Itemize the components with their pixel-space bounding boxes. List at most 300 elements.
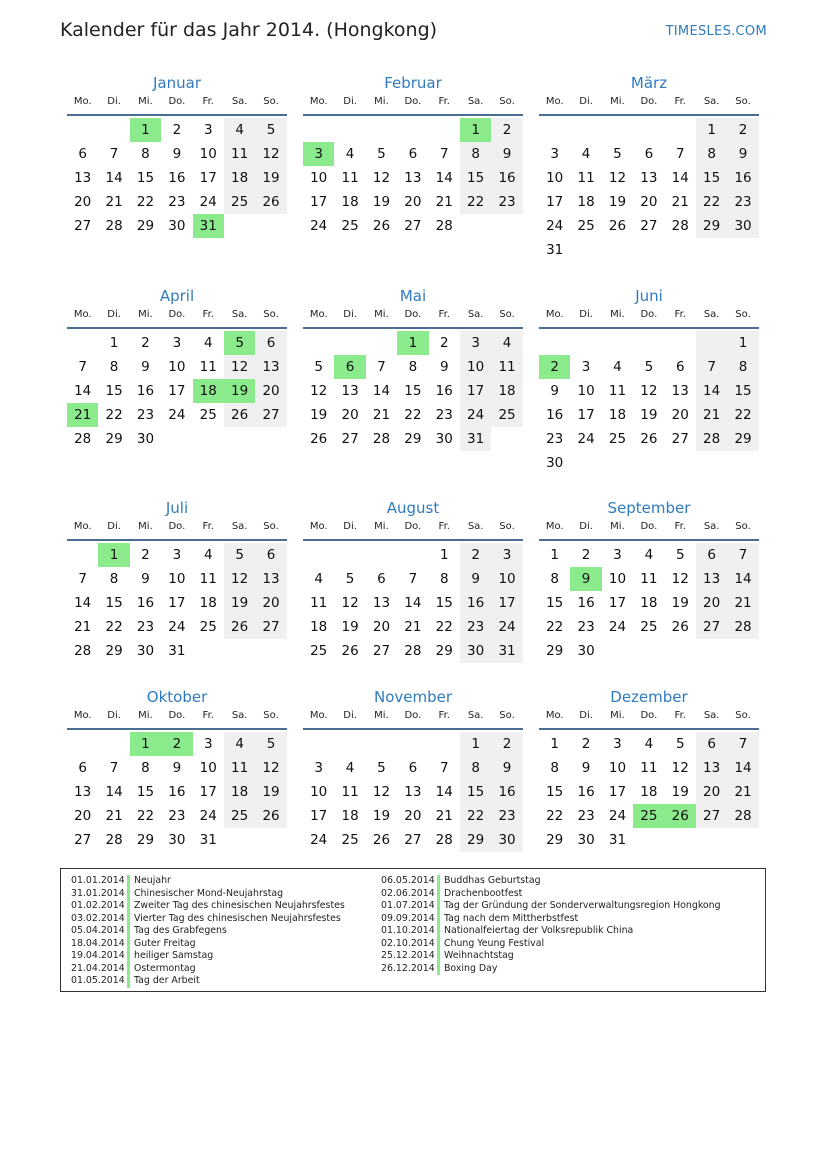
day-cell: 11 [608,383,627,399]
weekday-label: So. [263,96,279,107]
empty-cell [397,118,428,142]
day-cell: 5 [613,146,622,162]
day-cell: 5 [224,543,255,567]
day-cell: 20 [696,591,727,615]
holiday-day-cell: 25 [633,804,664,828]
day-cell: 7 [727,732,758,756]
day-cell: 16 [577,595,595,611]
day-cell: 3 [460,331,491,355]
day-cell: 26 [640,431,658,447]
legend-holiday-name: Nationalfeiertag der Volksrepublik China [444,925,634,936]
day-cell: 11 [577,170,595,186]
day-cell: 30 [136,431,155,447]
empty-cell [98,732,129,756]
weekday-label: Di. [579,710,593,721]
weekday-header [67,94,287,116]
legend-holiday-name: Ostermontag [134,962,196,974]
day-cell: 5 [675,547,685,563]
day-cell: 3 [314,760,323,776]
day-cell: 20 [255,591,286,615]
day-cell: 8 [550,760,559,776]
day-cell: 20 [74,808,92,824]
day-cell: 3 [613,547,622,563]
day-cell: 18 [577,194,595,210]
weekday-label: Sa. [467,96,484,107]
day-cell: 29 [435,643,453,659]
day-cell: 7 [109,146,119,162]
weekday-label: So. [499,96,515,107]
day-cell: 21 [404,619,422,635]
weekday-label: Di. [579,521,593,532]
day-cell: 5 [255,732,286,756]
day-cell: 30 [727,214,758,238]
weekday-label: Do. [168,521,186,532]
day-cell: 12 [671,760,689,776]
legend-marker [437,938,440,951]
day-cell: 29 [105,643,123,659]
day-cell: 25 [224,804,255,828]
day-cell: 13 [404,784,422,800]
day-cell: 6 [408,760,418,776]
legend-date: 01.02.2014 [71,900,125,911]
legend-holiday-name: Neujahr [134,875,171,886]
day-cell: 24 [168,619,186,635]
day-cell: 13 [404,170,422,186]
day-cell: 19 [255,166,286,190]
day-cell: 27 [404,218,422,234]
legend-holiday-name: Tag der Arbeit [134,975,200,986]
day-cell: 30 [491,828,522,852]
day-cell: 31 [168,643,186,659]
day-cell: 29 [696,214,727,238]
legend-marker [127,913,130,926]
day-grid [67,118,287,238]
day-cell: 20 [255,379,286,403]
legend-row [71,975,345,988]
empty-cell [334,732,365,756]
day-cell: 9 [727,142,758,166]
day-cell: 14 [696,379,727,403]
day-cell: 24 [310,832,328,848]
weekday-label: Mi. [610,96,625,107]
day-cell: 17 [491,591,522,615]
legend-date: 05.04.2014 [71,925,125,936]
legend-column-left [71,875,345,988]
month-2 [303,72,523,238]
month-name: Dezember [610,688,688,706]
day-cell: 29 [546,643,564,659]
day-cell: 18 [310,619,328,635]
legend-holiday-name: Chinesischer Mond-Neujahrstag [134,887,284,899]
legend-date: 01.10.2014 [381,925,435,936]
day-cell: 11 [640,760,658,776]
day-cell: 14 [105,784,123,800]
day-cell: 17 [199,784,217,800]
day-cell: 2 [141,335,150,351]
day-cell: 22 [546,808,564,824]
day-cell: 14 [105,170,123,186]
day-cell: 3 [581,359,591,375]
day-cell: 2 [491,732,522,756]
weekday-label: Do. [168,309,186,320]
legend-holiday-name: Chung Yeung Festival [444,937,545,949]
day-cell: 8 [550,571,559,587]
day-cell: 22 [435,619,453,635]
day-cell: 6 [255,543,286,567]
day-cell: 28 [404,643,422,659]
month-12 [539,686,759,852]
day-cell: 23 [136,407,155,423]
day-cell: 27 [696,615,727,639]
day-cell: 28 [727,615,758,639]
day-cell: 23 [168,194,186,210]
day-cell: 15 [460,166,491,190]
day-cell: 22 [696,190,727,214]
day-cell: 9 [141,359,150,375]
legend-row [381,900,721,913]
empty-cell [334,543,365,567]
day-grid [539,732,759,852]
holiday-day-cell: 18 [193,379,224,403]
day-cell: 6 [675,359,685,375]
legend-marker [127,963,130,976]
weekday-label: Do. [404,710,422,721]
day-cell: 27 [341,431,359,447]
day-cell: 27 [255,403,286,427]
day-cell: 23 [491,804,522,828]
day-cell: 4 [581,146,591,162]
legend-holiday-name: Tag des Grabfegens [134,925,227,936]
day-cell: 19 [671,595,689,611]
day-cell: 12 [224,567,255,591]
day-cell: 6 [377,571,386,587]
day-cell: 7 [377,359,386,375]
empty-cell [303,732,334,756]
day-cell: 10 [310,170,328,186]
weekday-label: Mi. [138,710,153,721]
legend-holiday-name: Boxing Day [444,962,498,974]
day-cell: 27 [372,643,391,659]
day-cell: 7 [696,355,727,379]
day-cell: 8 [141,760,150,776]
day-cell: 12 [372,170,391,186]
day-cell: 27 [404,832,422,848]
legend-marker [127,888,130,901]
day-cell: 26 [608,218,627,234]
day-cell: 1 [550,736,559,752]
holiday-day-cell: 21 [67,403,98,427]
day-cell: 13 [372,595,391,611]
day-grid [303,331,523,451]
day-cell: 21 [105,194,123,210]
day-cell: 24 [168,407,186,423]
holiday-day-cell: 1 [130,732,161,756]
day-cell: 18 [640,595,658,611]
day-cell: 26 [224,615,255,639]
legend-date: 01.01.2014 [71,875,125,886]
month-name: Juni [635,287,663,305]
empty-cell [98,118,129,142]
day-cell: 16 [168,170,186,186]
day-cell: 23 [577,808,595,824]
day-cell: 26 [372,832,391,848]
weekday-label: Di. [343,309,357,320]
day-cell: 1 [109,335,119,351]
day-cell: 12 [608,170,627,186]
day-cell: 5 [377,146,386,162]
day-cell: 14 [372,383,391,399]
weekday-label: Mi. [610,309,625,320]
day-cell: 21 [727,591,758,615]
day-cell: 9 [491,756,522,780]
day-cell: 10 [310,784,328,800]
weekday-label: Sa. [467,309,484,320]
day-cell: 15 [546,784,564,800]
holiday-day-cell: 19 [224,379,255,403]
day-cell: 20 [640,194,658,210]
day-cell: 9 [439,359,449,375]
site-link[interactable]: TIMESLES.COM [665,24,767,39]
weekday-header [303,519,523,541]
day-cell: 25 [310,643,328,659]
day-cell: 4 [224,732,255,756]
day-grid [303,118,523,238]
legend-holiday-name: Buddhas Geburtstag [444,875,541,886]
day-cell: 25 [199,619,217,635]
day-cell: 24 [310,218,328,234]
empty-cell [303,118,334,142]
day-cell: 14 [727,756,758,780]
day-cell: 18 [640,784,658,800]
day-cell: 12 [255,756,286,780]
day-cell: 26 [255,190,286,214]
day-cell: 29 [105,431,123,447]
day-cell: 28 [372,431,391,447]
legend-row [381,925,721,938]
day-cell: 14 [404,595,422,611]
day-cell: 17 [199,170,217,186]
day-cell: 11 [341,170,359,186]
day-cell: 23 [460,615,491,639]
holiday-day-cell: 3 [303,142,334,166]
day-cell: 1 [696,118,727,142]
day-cell: 8 [696,142,727,166]
day-cell: 26 [224,403,255,427]
day-cell: 1 [460,732,491,756]
weekday-label: Sa. [231,96,248,107]
day-grid [67,732,287,852]
weekday-label: Fr. [438,309,450,320]
day-cell: 24 [199,194,217,210]
empty-cell [303,543,334,567]
weekday-label: Sa. [231,521,248,532]
empty-cell [429,118,460,142]
weekday-label: Fr. [674,521,686,532]
day-cell: 21 [696,403,727,427]
empty-cell [665,118,696,142]
day-cell: 23 [435,407,453,423]
weekday-label: Mo. [73,96,92,107]
day-cell: 26 [341,643,359,659]
day-cell: 9 [491,142,522,166]
weekday-label: Mi. [610,521,625,532]
legend-holiday-name: Weihnachtstag [444,950,514,961]
weekday-header [303,307,523,329]
weekday-label: Mo. [309,710,328,721]
day-cell: 2 [581,736,591,752]
day-cell: 14 [74,595,92,611]
day-cell: 4 [203,335,213,351]
day-cell: 8 [141,146,150,162]
legend-row [71,950,345,963]
day-cell: 12 [341,595,359,611]
holiday-day-cell: 2 [539,355,570,379]
day-cell: 6 [696,543,727,567]
legend-marker [127,900,130,913]
legend-row [71,925,345,938]
weekday-label: Fr. [438,710,450,721]
day-cell: 18 [341,194,359,210]
day-cell: 31 [460,427,491,451]
legend-holiday-name: Vierter Tag des chinesischen Neujahrsfestes [134,912,341,924]
day-cell: 29 [727,427,758,451]
day-cell: 22 [404,407,422,423]
day-cell: 31 [199,832,217,848]
empty-cell [366,543,397,567]
weekday-label: So. [263,521,279,532]
day-cell: 30 [577,643,595,659]
legend-row [381,963,721,976]
day-cell: 5 [345,571,355,587]
day-cell: 25 [224,190,255,214]
month-5 [303,285,523,451]
day-cell: 19 [372,194,391,210]
day-cell: 4 [613,359,622,375]
empty-cell [570,331,601,355]
day-cell: 14 [671,170,689,186]
day-grid [303,732,523,852]
day-cell: 13 [255,355,286,379]
legend-date: 21.04.2014 [71,962,125,974]
day-cell: 15 [105,383,123,399]
legend-date: 26.12.2014 [381,962,435,974]
day-cell: 2 [727,118,758,142]
day-cell: 22 [460,190,491,214]
holiday-day-cell: 1 [98,543,129,567]
day-cell: 4 [491,331,522,355]
day-cell: 10 [199,760,217,776]
day-cell: 9 [581,760,591,776]
month-6 [539,285,759,475]
empty-cell [67,331,98,355]
day-cell: 24 [608,619,627,635]
legend-marker [437,900,440,913]
day-cell: 12 [310,383,328,399]
weekday-label: So. [735,309,751,320]
empty-cell [67,543,98,567]
day-cell: 13 [74,784,92,800]
day-cell: 19 [255,780,286,804]
legend-row [381,888,721,901]
weekday-label: Do. [404,96,422,107]
day-cell: 24 [546,218,564,234]
day-cell: 14 [435,784,453,800]
day-cell: 24 [577,431,595,447]
day-cell: 15 [546,595,564,611]
empty-cell [334,331,365,355]
weekday-label: Di. [343,96,357,107]
day-cell: 25 [341,832,359,848]
day-cell: 17 [168,595,186,611]
day-grid [67,331,287,451]
weekday-label: Mi. [138,521,153,532]
day-cell: 21 [435,194,453,210]
day-cell: 28 [435,832,453,848]
legend-row [71,913,345,926]
weekday-label: So. [499,710,515,721]
day-cell: 15 [404,383,422,399]
day-cell: 9 [460,567,491,591]
day-cell: 28 [74,643,92,659]
day-cell: 7 [109,760,119,776]
empty-cell [366,331,397,355]
day-cell: 27 [640,218,658,234]
legend-date: 02.06.2014 [381,887,435,899]
empty-cell [665,331,696,355]
day-cell: 25 [341,218,359,234]
day-cell: 25 [199,407,217,423]
empty-cell [67,118,98,142]
day-cell: 4 [224,118,255,142]
day-cell: 8 [439,571,449,587]
legend-row [381,938,721,951]
weekday-label: Di. [579,96,593,107]
day-cell: 12 [372,784,391,800]
day-cell: 7 [727,543,758,567]
weekday-label: Mo. [73,309,92,320]
empty-cell [539,118,570,142]
day-cell: 28 [671,218,689,234]
weekday-label: Sa. [231,710,248,721]
day-cell: 13 [696,756,727,780]
day-cell: 11 [310,595,328,611]
weekday-label: Mo. [545,521,564,532]
weekday-label: So. [263,710,279,721]
day-cell: 24 [491,615,522,639]
day-cell: 29 [460,828,491,852]
day-cell: 16 [577,784,595,800]
legend-row [381,913,721,926]
weekday-label: Mi. [374,309,389,320]
day-cell: 25 [491,403,522,427]
weekday-label: Do. [168,96,186,107]
holiday-day-cell: 6 [334,355,365,379]
legend-marker [127,925,130,938]
day-cell: 17 [546,194,564,210]
weekday-label: Fr. [438,521,450,532]
day-cell: 21 [727,780,758,804]
day-cell: 3 [203,736,213,752]
day-cell: 16 [491,166,522,190]
weekday-label: Sa. [231,309,248,320]
day-cell: 3 [172,335,182,351]
day-cell: 27 [74,218,92,234]
day-cell: 11 [341,784,359,800]
day-cell: 15 [105,595,123,611]
weekday-header [539,708,759,730]
month-name: Januar [153,74,201,92]
empty-cell [539,331,570,355]
